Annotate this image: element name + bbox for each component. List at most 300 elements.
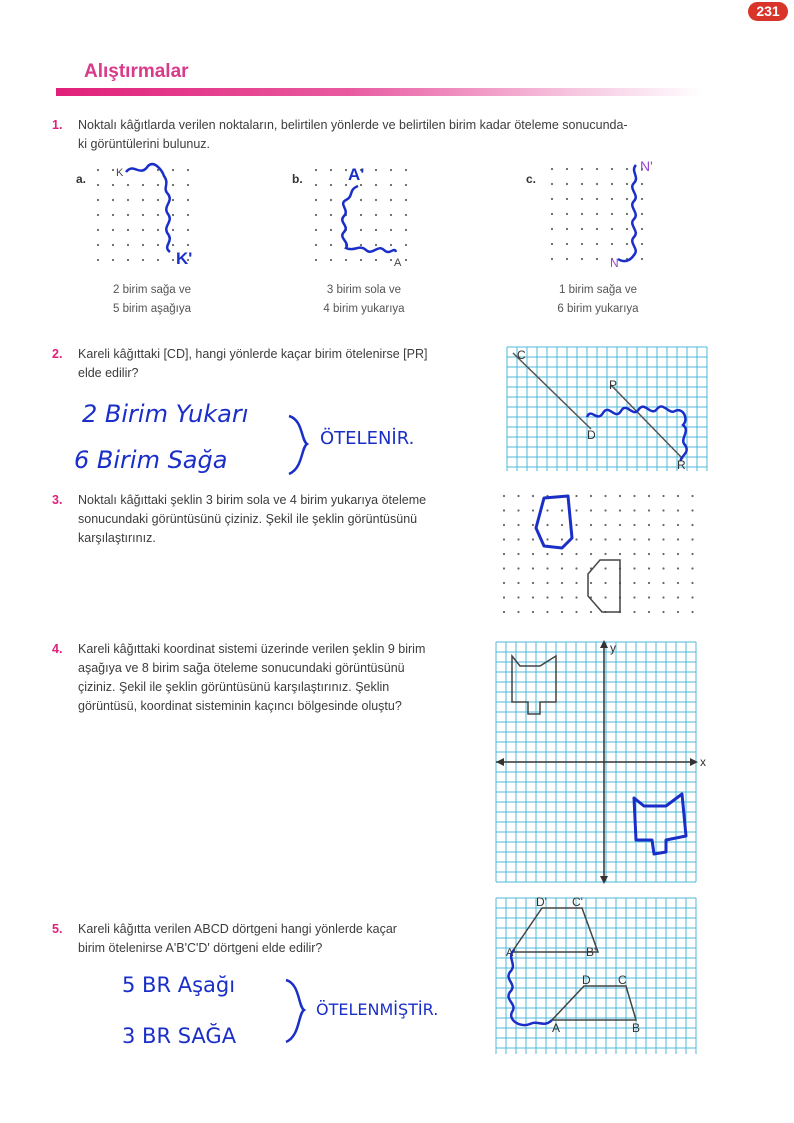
grid-dot — [561, 538, 563, 540]
grid-dot — [561, 611, 563, 613]
q3-text-line2: sonucundaki görüntüsünü çiziniz. Şekil ile şeklin görüntüsünü — [78, 512, 418, 526]
grid-dot — [596, 243, 598, 245]
grid-dot — [648, 509, 650, 511]
grid-dot — [604, 495, 606, 497]
grid-dot — [662, 524, 664, 526]
grid-dot — [127, 214, 129, 216]
grid-dot — [360, 259, 362, 261]
q5-answer-conclusion: ÖTELENMİŞTİR. — [316, 1000, 439, 1019]
grid-dot — [633, 567, 635, 569]
grid-dot — [375, 169, 377, 171]
grid-dot — [330, 214, 332, 216]
grid-dot — [127, 244, 129, 246]
q1b-dot-grid — [308, 160, 423, 275]
grid-dot — [315, 244, 317, 246]
grid-dot — [691, 582, 693, 584]
grid-dot — [142, 184, 144, 186]
grid-dot — [691, 553, 693, 555]
grid-dot — [677, 509, 679, 511]
q2-answer-brace — [285, 412, 315, 478]
grid-dot — [405, 184, 407, 186]
q1c-label: c. — [526, 172, 537, 186]
grid-dot — [503, 567, 505, 569]
q5-shape-original — [552, 986, 636, 1020]
grid-dot — [596, 228, 598, 230]
grid-dot — [405, 244, 407, 246]
grid-dot — [546, 553, 548, 555]
q5-label-b: B — [632, 1021, 641, 1035]
grid-dot — [581, 198, 583, 200]
grid-dot — [575, 538, 577, 540]
grid-dot — [611, 198, 613, 200]
grid-dot — [315, 169, 317, 171]
q1a-label: a. — [76, 172, 87, 186]
grid-dot — [187, 229, 189, 231]
grid-dot — [142, 199, 144, 201]
q3 — [52, 491, 62, 509]
grid-dot — [172, 229, 174, 231]
grid-dot — [517, 524, 519, 526]
q2-label-d: D — [587, 428, 596, 442]
grid-dot — [172, 184, 174, 186]
grid-dot — [581, 183, 583, 185]
grid-dot — [142, 244, 144, 246]
q4-axis-y-label: y — [610, 641, 616, 655]
grid-dot — [405, 229, 407, 231]
grid-dot — [532, 611, 534, 613]
grid-dot — [648, 611, 650, 613]
grid-dot — [97, 244, 99, 246]
grid-dot — [596, 183, 598, 185]
grid-dot — [517, 567, 519, 569]
q3-drawn-image — [536, 496, 572, 548]
grid-dot — [611, 228, 613, 230]
grid-dot — [633, 509, 635, 511]
grid-dot — [360, 199, 362, 201]
grid-dot — [575, 509, 577, 511]
q1-text-line2: ki görüntülerini bulunuz. — [78, 137, 211, 151]
grid-dot — [112, 244, 114, 246]
grid-dot — [561, 567, 563, 569]
grid-dot — [611, 243, 613, 245]
q2-answer-conclusion: ÖTELENİR. — [320, 428, 415, 449]
grid-dot — [546, 567, 548, 569]
q2-text — [78, 345, 498, 383]
grid-dot — [662, 567, 664, 569]
grid-dot — [626, 183, 628, 185]
q3-text-line1: Noktalı kâğıttaki şeklin 3 birim sola ve 4 birim yukarıya öteleme — [78, 493, 427, 507]
q4-y-arrow-icon — [600, 640, 608, 648]
grid-dot — [596, 213, 598, 215]
grid-dot — [691, 509, 693, 511]
grid-dot — [187, 184, 189, 186]
grid-dot — [596, 258, 598, 260]
q3-number: 3. — [52, 493, 63, 507]
grid-dot — [596, 168, 598, 170]
grid-dot — [581, 243, 583, 245]
grid-dot — [626, 213, 628, 215]
grid-dot — [142, 214, 144, 216]
grid-dot — [662, 538, 664, 540]
grid-dot — [503, 596, 505, 598]
grid-dot — [546, 538, 548, 540]
grid-dot — [575, 553, 577, 555]
q5-text-line2: birim ötelenirse A'B'C'D' dörtgeni elde edilir? — [78, 941, 323, 955]
grid-dot — [360, 214, 362, 216]
grid-dot — [590, 524, 592, 526]
q1c-caption-line1: 1 birim sağa ve — [559, 284, 637, 296]
grid-dot — [503, 553, 505, 555]
grid-dot — [503, 509, 505, 511]
grid-dot — [97, 184, 99, 186]
grid-dot — [551, 243, 553, 245]
grid-dot — [127, 199, 129, 201]
grid-dot — [345, 259, 347, 261]
grid-dot — [677, 495, 679, 497]
grid-dot — [503, 538, 505, 540]
grid-dot — [677, 567, 679, 569]
grid-dot — [330, 259, 332, 261]
q5-answer-brace — [282, 976, 312, 1046]
q1-text-line1: Noktalı kâğıtlarda verilen noktaların, belirtilen yönlerde ve belirtilen birim kadar öteleme sonucunda- — [78, 118, 628, 132]
grid-dot — [127, 184, 129, 186]
grid-dot — [691, 495, 693, 497]
grid-dot — [503, 582, 505, 584]
grid-dot — [677, 611, 679, 613]
grid-dot — [517, 538, 519, 540]
q4 — [52, 640, 62, 658]
grid-dot — [127, 259, 129, 261]
grid-dot — [619, 495, 621, 497]
grid-dot — [315, 184, 317, 186]
grid-dot — [691, 596, 693, 598]
grid-dot — [590, 538, 592, 540]
q1-number: 1. — [52, 118, 63, 132]
grid-dot — [546, 509, 548, 511]
grid-dot — [187, 169, 189, 171]
grid-dot — [187, 244, 189, 246]
grid-dot — [575, 495, 577, 497]
q1a-handwritten-path — [126, 164, 170, 252]
grid-dot — [187, 214, 189, 216]
q1a-caption — [96, 281, 208, 319]
q3-text-line3: karşılaştırınız. — [78, 531, 156, 545]
q2-text-line1: Kareli kâğıttaki [CD], hangi yönlerde kaçar birim ötelenirse [PR] — [78, 347, 428, 361]
grid-dot — [561, 582, 563, 584]
grid-dot — [532, 582, 534, 584]
grid-dot — [581, 168, 583, 170]
grid-dot — [611, 183, 613, 185]
grid-dot — [532, 524, 534, 526]
q4-drawn-image — [634, 794, 686, 854]
q1c-point-label: N — [610, 256, 619, 270]
grid-dot — [360, 244, 362, 246]
grid-dot — [641, 198, 643, 200]
grid-dot — [97, 169, 99, 171]
grid-dot — [157, 229, 159, 231]
grid-dot — [315, 259, 317, 261]
grid-dot — [633, 524, 635, 526]
grid-dot — [330, 244, 332, 246]
q2-answer-line1: 2 Birim Yukarı — [82, 400, 249, 428]
grid-dot — [641, 228, 643, 230]
q5-text — [78, 920, 478, 958]
grid-dot — [112, 184, 114, 186]
q4-text-line1: Kareli kâğıttaki koordinat sistemi üzerinde verilen şeklin 9 birim — [78, 642, 426, 656]
grid-dot — [590, 495, 592, 497]
grid-dot — [662, 509, 664, 511]
grid-dot — [546, 524, 548, 526]
q1-text — [78, 116, 718, 154]
q4-text-line2: aşağıya ve 8 birim sağa öteleme sonucundaki görüntüsünü — [78, 661, 405, 675]
grid-dot — [648, 524, 650, 526]
grid-dot — [551, 228, 553, 230]
grid-dot — [633, 596, 635, 598]
grid-dot — [551, 198, 553, 200]
grid-dot — [641, 258, 643, 260]
q5-label-c2: C' — [572, 896, 583, 909]
grid-dot — [590, 509, 592, 511]
grid-dot — [604, 509, 606, 511]
grid-dot — [581, 258, 583, 260]
grid-dot — [112, 259, 114, 261]
grid-dot — [626, 168, 628, 170]
q5-label-c: C — [618, 973, 627, 987]
q2-grid-figure — [505, 345, 710, 473]
grid-dot — [691, 611, 693, 613]
grid-dot — [517, 611, 519, 613]
grid-dot — [691, 538, 693, 540]
grid-dot — [604, 553, 606, 555]
grid-dot — [626, 243, 628, 245]
q5-label-a2: A' — [506, 947, 516, 959]
grid-dot — [648, 567, 650, 569]
grid-dot — [97, 259, 99, 261]
grid-dot — [604, 582, 606, 584]
grid-dot — [551, 258, 553, 260]
grid-dot — [172, 259, 174, 261]
grid-dot — [142, 229, 144, 231]
q2-text-line2: elde edilir? — [78, 366, 139, 380]
grid-dot — [532, 509, 534, 511]
grid-dot — [375, 184, 377, 186]
grid-dot — [405, 199, 407, 201]
grid-dot — [97, 199, 99, 201]
grid-dot — [575, 524, 577, 526]
grid-dot — [633, 538, 635, 540]
q4-coordinate-grid — [494, 640, 712, 888]
grid-dot — [405, 169, 407, 171]
grid-dot — [157, 184, 159, 186]
grid-dot — [662, 582, 664, 584]
grid-dot — [157, 244, 159, 246]
grid-dot — [575, 582, 577, 584]
grid-dot — [619, 553, 621, 555]
grid-dot — [648, 538, 650, 540]
grid-dot — [345, 169, 347, 171]
grid-dot — [390, 199, 392, 201]
q1b-caption-line1: 3 birim sola ve — [326, 284, 402, 296]
grid-dot — [604, 567, 606, 569]
grid-dot — [619, 538, 621, 540]
q5 — [52, 920, 62, 938]
q1b-point-label: A — [394, 257, 402, 269]
grid-dot — [172, 244, 174, 246]
grid-dot — [390, 259, 392, 261]
q4-text-line3: çiziniz. Şekil ile şeklin görüntüsünü karşılaştırınız. Şeklin — [78, 680, 390, 694]
heading-bar — [56, 88, 704, 96]
grid-dot — [375, 214, 377, 216]
q5-label-d2: D' — [536, 896, 547, 909]
q5-text-line1: Kareli kâğıtta verilen ABCD dörtgeni hangi yönlerde kaçar — [78, 922, 397, 936]
grid-dot — [532, 495, 534, 497]
grid-dot — [633, 553, 635, 555]
q1a-caption-line1: 2 birim sağa ve — [113, 284, 191, 296]
grid-dot — [405, 214, 407, 216]
section-heading: Alıştırmalar — [84, 61, 189, 82]
grid-dot — [551, 183, 553, 185]
grid-dot — [172, 169, 174, 171]
grid-dot — [112, 169, 114, 171]
grid-dot — [633, 611, 635, 613]
grid-dot — [566, 183, 568, 185]
grid-dot — [517, 509, 519, 511]
grid-dot — [648, 582, 650, 584]
grid-dot — [517, 582, 519, 584]
q5-label-b2: B' — [586, 945, 597, 959]
q3-dot-grid — [496, 488, 706, 616]
q2-label-p: P — [609, 378, 618, 392]
grid-dot — [604, 538, 606, 540]
grid-dot — [575, 596, 577, 598]
q3-text — [78, 491, 488, 548]
grid-dot — [619, 524, 621, 526]
grid-dot — [566, 168, 568, 170]
grid-dot — [561, 509, 563, 511]
grid-dot — [142, 259, 144, 261]
grid-dot — [546, 596, 548, 598]
q5-answer-line1: 5 BR Aşağı — [122, 973, 236, 997]
grid-dot — [390, 184, 392, 186]
q1a-dot-grid — [90, 160, 210, 275]
q1a-point-label: K — [116, 167, 124, 179]
grid-dot — [581, 213, 583, 215]
grid-dot — [97, 229, 99, 231]
grid-dot — [648, 553, 650, 555]
grid-dot — [517, 553, 519, 555]
grid-dot — [566, 228, 568, 230]
q2-answer-line2: 6 Birim Sağa — [74, 446, 228, 474]
grid-dot — [375, 259, 377, 261]
grid-dot — [330, 199, 332, 201]
q1a-image-label: K' — [176, 249, 193, 268]
grid-dot — [112, 229, 114, 231]
grid-dot — [566, 213, 568, 215]
grid-dot — [546, 611, 548, 613]
grid-dot — [662, 495, 664, 497]
q4-x-arrow-icon — [690, 758, 698, 766]
grid-dot — [590, 582, 592, 584]
grid-dot — [390, 169, 392, 171]
q2-label-r: R — [677, 458, 686, 472]
grid-dot — [187, 199, 189, 201]
q4-y-arrow-down-icon — [600, 876, 608, 884]
grid-dot — [626, 198, 628, 200]
q4-given-shape — [512, 656, 556, 714]
q4-x-arrow-left-icon — [496, 758, 504, 766]
grid-dot — [112, 214, 114, 216]
q5-grid-figure — [494, 896, 702, 1056]
q1c-caption — [540, 281, 656, 319]
q5-label-d: D — [582, 973, 591, 987]
grid-dot — [360, 184, 362, 186]
page-number: 231 — [748, 2, 788, 21]
q5-answer-line2: 3 BR SAĞA — [122, 1024, 237, 1048]
grid-dot — [611, 213, 613, 215]
grid-dot — [551, 168, 553, 170]
grid-dot — [633, 495, 635, 497]
q4-text-line4: görüntüsü, koordinat sisteminin kaçıncı bölgesinde oluştu? — [78, 699, 402, 713]
grid-dot — [330, 169, 332, 171]
grid-dot — [390, 229, 392, 231]
q4-axis-x-label: x — [700, 755, 706, 769]
grid-dot — [648, 596, 650, 598]
grid-dot — [532, 553, 534, 555]
grid-dot — [691, 567, 693, 569]
q1a-caption-line2: 5 birim aşağıya — [113, 303, 191, 315]
grid-dot — [532, 567, 534, 569]
grid-dot — [596, 198, 598, 200]
grid-dot — [546, 582, 548, 584]
q1 — [52, 116, 62, 134]
grid-dot — [604, 596, 606, 598]
grid-dot — [648, 495, 650, 497]
grid-dot — [662, 611, 664, 613]
grid-dot — [157, 259, 159, 261]
grid-dot — [345, 184, 347, 186]
q1c-caption-line2: 6 birim yukarıya — [557, 303, 639, 315]
grid-dot — [662, 596, 664, 598]
grid-dot — [532, 538, 534, 540]
grid-dot — [390, 214, 392, 216]
q3-given-shape — [588, 560, 620, 612]
grid-dot — [575, 611, 577, 613]
grid-dot — [611, 168, 613, 170]
grid-dot — [677, 596, 679, 598]
q1c-dot-grid — [544, 155, 664, 275]
grid-dot — [641, 183, 643, 185]
grid-dot — [517, 495, 519, 497]
grid-dot — [97, 214, 99, 216]
q5-number: 5. — [52, 922, 63, 936]
grid-dot — [503, 524, 505, 526]
grid-dot — [575, 567, 577, 569]
grid-dot — [172, 214, 174, 216]
grid-dot — [330, 184, 332, 186]
grid-dot — [112, 199, 114, 201]
q2-label-c: C — [517, 348, 526, 362]
grid-dot — [590, 553, 592, 555]
grid-dot — [172, 199, 174, 201]
q5-label-a: A — [552, 1021, 561, 1035]
grid-dot — [604, 524, 606, 526]
grid-dot — [330, 229, 332, 231]
grid-dot — [315, 199, 317, 201]
grid-dot — [677, 582, 679, 584]
grid-dot — [390, 244, 392, 246]
q1b-caption-line2: 4 birim yukarıya — [323, 303, 405, 315]
grid-dot — [127, 229, 129, 231]
